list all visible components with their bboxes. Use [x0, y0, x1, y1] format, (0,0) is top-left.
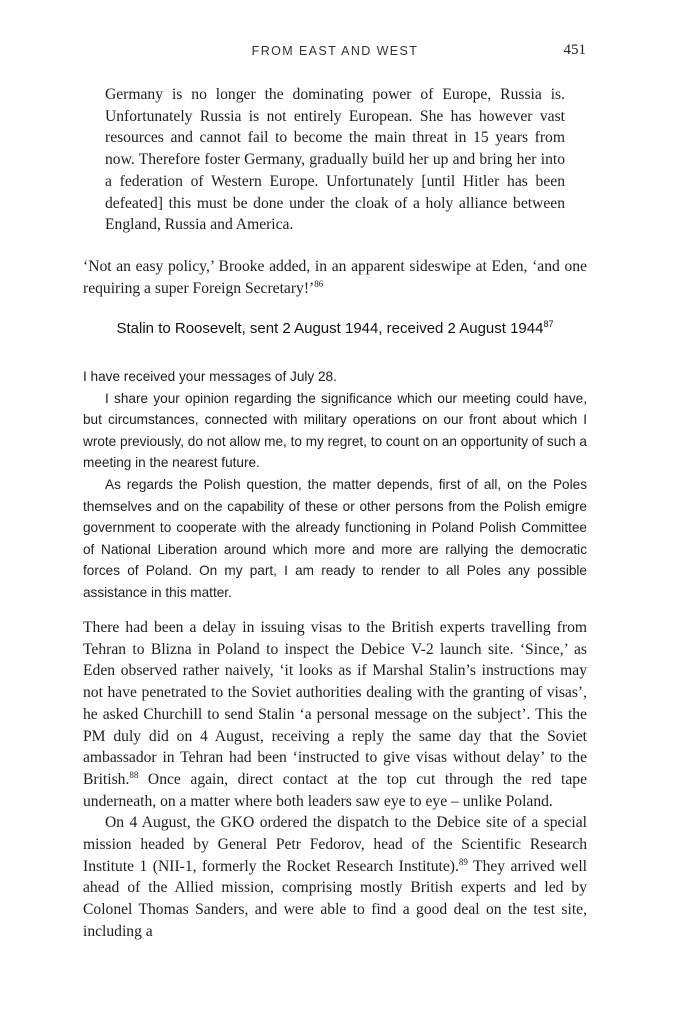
letter-paragraph-3: As regards the Polish question, the matter depends, first of all, on the Poles themselves and on the capability of these or other persons from the Polish emigre government to cooperate with the already functioning in Poland Polish Committee of National Liberation around which more and more are rallying the democratic forces of Poland. On my part, I am ready to render to all Poles any possible assistance in this matter.	[83, 476, 587, 600]
letter-paragraph-2: I share your opinion regarding the significance which our meeting could have, but circumstances, connected with military operations on our front about which I wrote previously, do not allow me, to my regret, to count on an opportunity of such a meeting in the nearest future.	[83, 390, 587, 471]
commentary-paragraph-1	[83, 256, 587, 299]
commentary-text-body: ‘Not an easy policy,’ Brooke added, in an apparent sideswipe at Eden, ‘and one requiring a super Foreign Secretary!’	[83, 258, 587, 297]
section-heading-text: Stalin to Roosevelt, sent 2 August 1944, received 2 August 1944	[116, 320, 544, 337]
letter-body	[83, 366, 587, 604]
commentary-3-part1: On 4 August, the GKO ordered the dispatch to the Debice site of a special mission headed by General Petr Fedorov, head of the Scientific Research Institute 1 (NII-1, formerly the Rocket Research Institute).	[83, 814, 587, 875]
block-quote	[105, 84, 565, 236]
footnote-ref-88: 88	[129, 769, 139, 780]
page-number: 451	[563, 42, 586, 58]
commentary-2-part1: There had been a delay in issuing visas to the British experts travelling from Tehran to Blizna in Poland to inspect the Debice V-2 launch site. ‘Since,’ as Eden observed rather naively, ‘it looks as if Marshal Stalin’s instructions may not have penetrated to the Soviet authorities dealing with the granting of visas’, he asked Churchill to send Stalin ‘a personal message on the subject’. This the PM duly did on 4 August, receiving a reply the same day that the Soviet ambassador in Tehran had been ‘instructed to give visas without delay’ to the British.	[83, 619, 587, 788]
commentary-paragraph-3	[83, 812, 587, 942]
running-head	[0, 44, 682, 64]
running-title: FROM EAST AND WEST	[251, 44, 419, 58]
commentary-paragraph-2	[83, 617, 587, 812]
quote-paragraph: Germany is no longer the dominating power of Europe, Russia is. Unfortunately Russia is not entirely European. She has however vast resources and cannot fail to become the main threat in 15 years from now. Therefore foster Germany, gradually build her up and bring her into a federation of Western Europe. Unfortunately [until Hitler has been defeated] this must be done under the cloak of a holy alliance between England, Russia and America.	[105, 86, 565, 234]
commentary-text	[83, 256, 587, 299]
commentary-section-2	[83, 617, 587, 943]
commentary-2-part2: Once again, direct contact at the top cut through the red tape underneath, on a matter where both leaders saw eye to eye – unlike Poland.	[83, 770, 587, 810]
footnote-ref-86: 86	[314, 278, 324, 289]
footnote-ref-87: 87	[543, 319, 554, 329]
section-heading	[83, 320, 587, 337]
letter-paragraph-1: I have received your messages of July 28.	[83, 369, 337, 384]
commentary-3-part2: They arrived well ahead of the Allied mission, comprising mostly British experts and led by Colonel Thomas Sanders, and were able to find a good deal on the test site, including a	[83, 857, 587, 940]
footnote-ref-89: 89	[458, 856, 468, 867]
